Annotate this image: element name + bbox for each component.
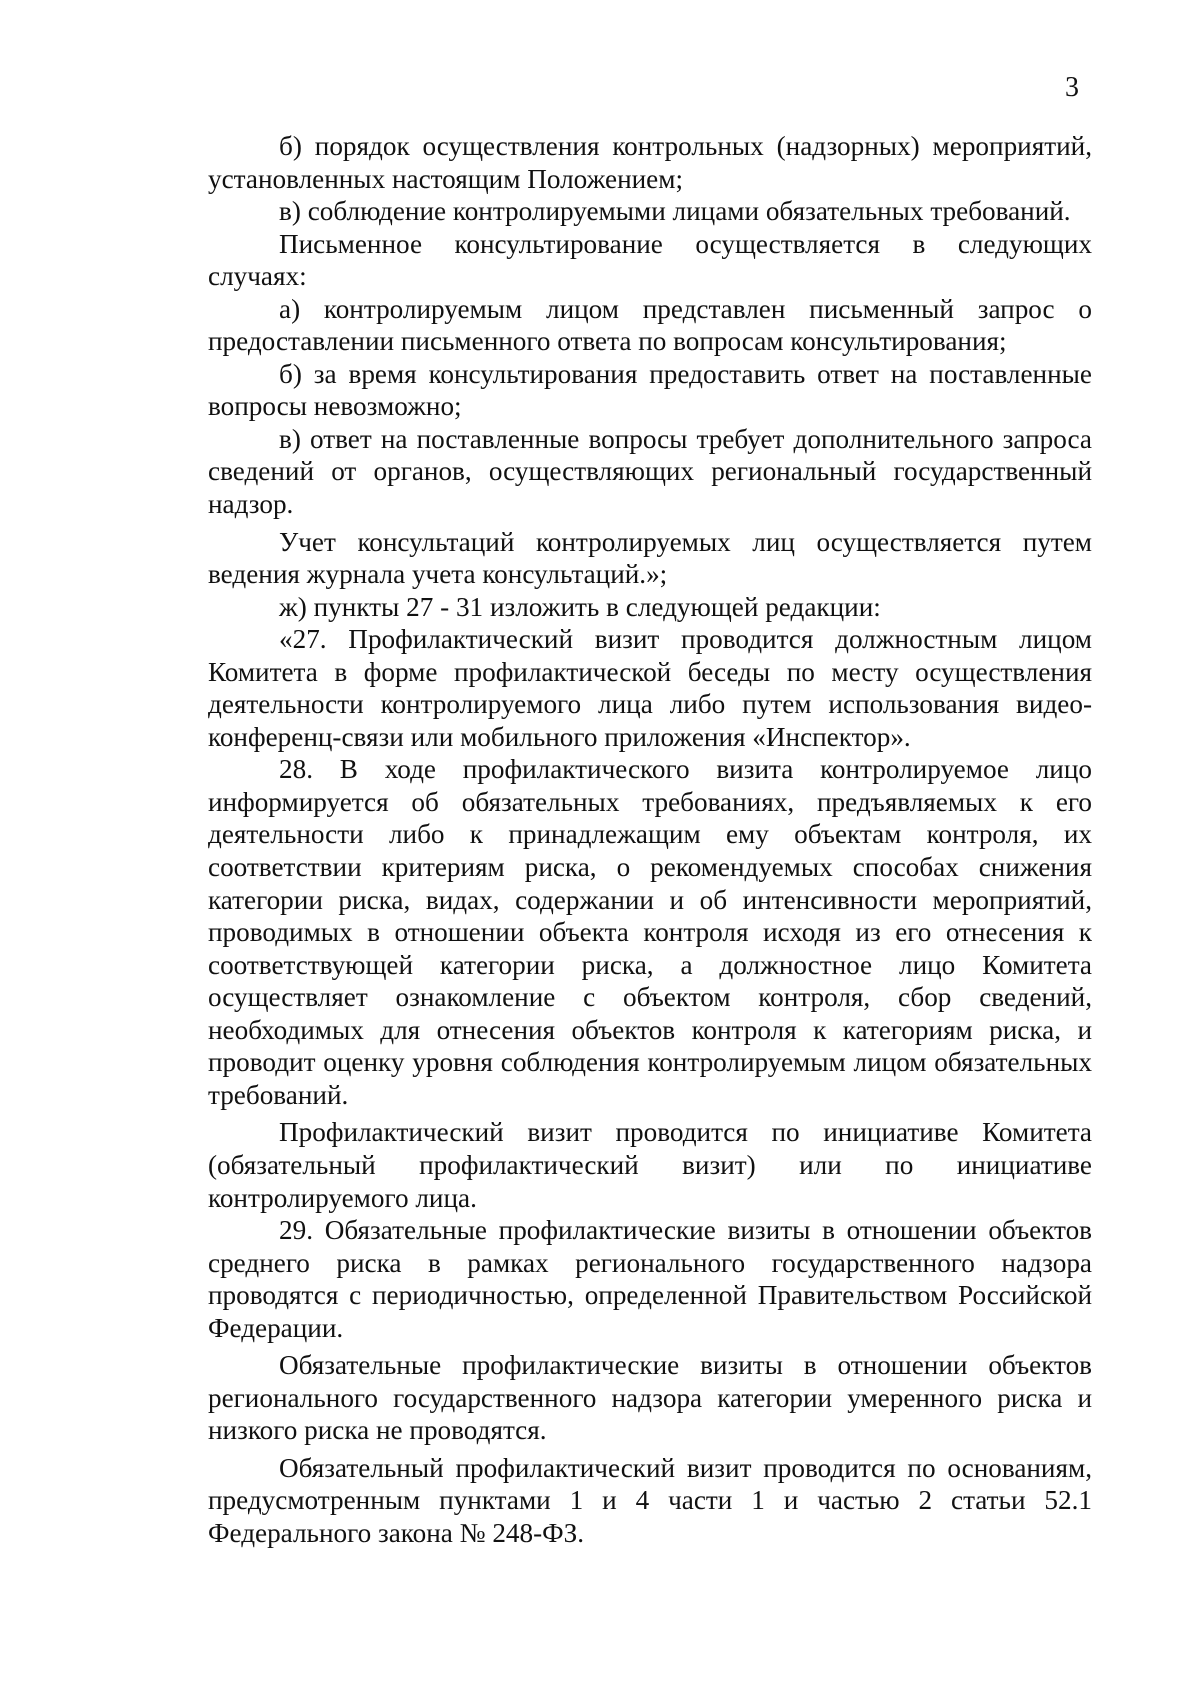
paragraph: Учет консультаций контролируемых лиц осуществляется путем ведения журнала учета консультаций.»; <box>208 526 1092 590</box>
paragraph: Профилактический визит проводится по инициативе Комитета (обязательный профилактический визит) или по инициативе контролируемого лица. <box>208 1117 1092 1213</box>
paragraph: а) контролируемым лицом представлен письменный запрос о предоставлении письменного ответа по вопросам консультирования; <box>208 293 1092 357</box>
document-body <box>208 130 1092 1550</box>
page-number: 3 <box>1065 72 1079 103</box>
paragraph: 29. Обязательные профилактические визиты в отношении объектов среднего риска в рамках регионального государственного надзора проводятся с периодичностью, определенной Правительством Российской Федерации. <box>208 1215 1092 1343</box>
paragraph: в) ответ на поставленные вопросы требует дополнительного запроса сведений от органов, осуществляющих региональный государственный надзор. <box>208 423 1092 520</box>
paragraph: 28. В ходе профилактического визита контролируемое лицо информируется об обязательных требованиях, предъявляемых к его деятельности либо к принадлежащим ему объектам контроля, их соответствии критериям риска, о рекомендуемых способах снижения категории риска, видах, содержании и об интенсивности мероприятий, проводимых в отношении объекта контроля исходя из его отнесения к соответствующей категории риска, а должностное лицо Комитета осуществляет ознакомление с объектом контроля, сбор сведений, необходимых для отнесения объектов контроля к категориям риска, и проводит оценку уровня соблюдения контролируемым лицом обязательных требований. <box>208 754 1092 1110</box>
paragraph: ж) пункты 27 - 31 изложить в следующей редакции: <box>279 591 881 622</box>
paragraph: б) за время консультирования предоставить ответ на поставленные вопросы невозможно; <box>208 358 1092 422</box>
paragraph: «27. Профилактический визит проводится должностным лицом Комитета в форме профилактической беседы по месту осуществления деятельности контролируемого лица либо путем использования видео-конференц-связи или мобильного приложения «Инспектор». <box>208 624 1092 752</box>
paragraph: Обязательные профилактические визиты в отношении объектов регионального государственного надзора категории умеренного риска и низкого риска не проводятся. <box>208 1350 1092 1446</box>
paragraph: Письменное консультирование осуществляется в следующих случаях: <box>208 228 1092 292</box>
paragraph: б) порядок осуществления контрольных (надзорных) мероприятий, установленных настоящим Положением; <box>208 131 1092 194</box>
paragraph: в) соблюдение контролируемыми лицами обязательных требований. <box>279 196 1071 227</box>
paragraph: Обязательный профилактический визит проводится по основаниям, предусмотренным пунктами 1 и 4 части 1 и частью 2 статьи 52.1 Федерального закона № 248-ФЗ. <box>208 1452 1092 1548</box>
